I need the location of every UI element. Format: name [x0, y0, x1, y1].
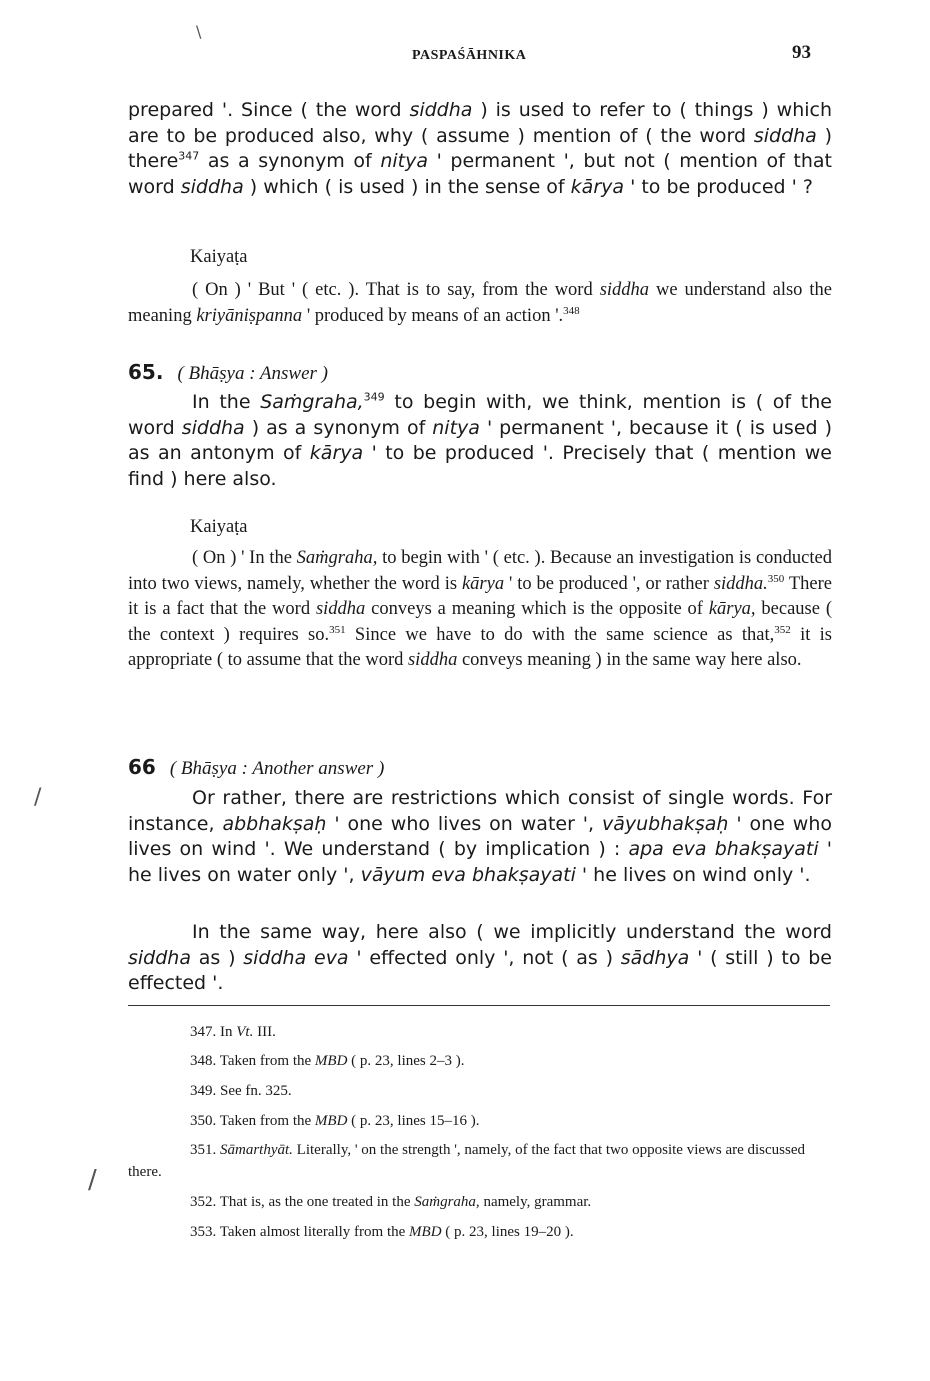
footnote: 347. In Vt. III. — [190, 1024, 276, 1040]
kaiyata-heading: Kaiyaṭa — [190, 517, 248, 537]
section-number: 65. — [128, 360, 164, 384]
scan-mark: \ — [196, 22, 202, 41]
footnote-divider — [128, 1005, 830, 1006]
kaiyata-heading: Kaiyaṭa — [190, 247, 248, 267]
running-head: PASPAŚĀHNIKA — [412, 48, 527, 63]
footnote: 351. Sāmarthyāt. Literally, ' on the strength ', namely, of the fact that two opposite views are discussed there. — [128, 1142, 805, 1180]
bhasya-paragraph: In the Saṁgraha,$^{349}$ to begin with, we think, mention is ( of the word siddha ) as a synonym of nitya ' permanent ', because it ( is used ) as an antonym of kārya ' to be produced '. Precisely that ( mention we find ) here also. — [128, 390, 832, 490]
page-number: 93 — [792, 42, 811, 63]
section-heading — [128, 755, 832, 780]
paragraph-continuation: prepared '. Since ( the word siddha ) is used to refer to ( things ) which are to be produced also, why ( assume ) mention of ( the word siddha ) there$^{347}$ as a synonym of nitya ' permanent ', but not ( mention of that word siddha ) which ( is used ) in the sense of kārya ' to be produced ' ? — [128, 99, 833, 198]
kaiyata-commentary: ( On ) ' In the Saṁgraha, to begin with ' ( etc. ). Because an investigation is conducted into two views, namely, whether the word is kārya ' to be produced ', or rather siddha.$^{350}$ There it is a fact that the word siddha conveys a meaning which is the opposite of kārya, because ( the context ) requires so.$^{351}$ Since we have to do with the same science as that,$^{352}$ it is appropriate ( to assume that the word siddha conveys meaning ) in the same way here also. — [128, 548, 833, 670]
margin-mark: / — [34, 785, 42, 810]
section-heading — [128, 360, 832, 385]
footnote: 349. See fn. 325. — [190, 1083, 292, 1099]
footnote: 350. Taken from the MBD ( p. 23, lines 15–16 ). — [190, 1113, 480, 1129]
footnote: 348. Taken from the MBD ( p. 23, lines 2–3 ). — [190, 1053, 465, 1069]
bhasya-paragraph: Or rather, there are restrictions which consist of single words. For instance, abbhakṣaḥ ' one who lives on water ', vāyubhakṣaḥ ' one who lives on wind '. We understand ( by implication ) : apa eva bhakṣayati ' he lives on water only ', vāyum eva bhakṣayati ' he lives on wind only '. — [128, 787, 832, 886]
section-title: ( Bhāṣya : Answer ) — [177, 363, 329, 384]
kaiyata-commentary: ( On ) ' But ' ( etc. ). That is to say, from the word siddha we understand also the meaning kriyāniṣpanna ' produced by means of an action '.$^{348}$ — [128, 280, 832, 326]
section-title: ( Bhāṣya : Another answer ) — [169, 758, 385, 779]
footnote: 352. That is, as the one treated in the Saṁgraha, namely, grammar. — [190, 1194, 592, 1210]
section-number: 66 — [128, 755, 156, 779]
margin-mark: / — [88, 1165, 97, 1195]
footnote: 353. Taken almost literally from the MBD ( p. 23, lines 19–20 ). — [190, 1224, 574, 1240]
bhasya-paragraph: In the same way, here also ( we implicitly understand the word siddha as ) siddha eva ' effected only ', not ( as ) sādhya ' ( still ) to be effected '. — [128, 921, 832, 994]
